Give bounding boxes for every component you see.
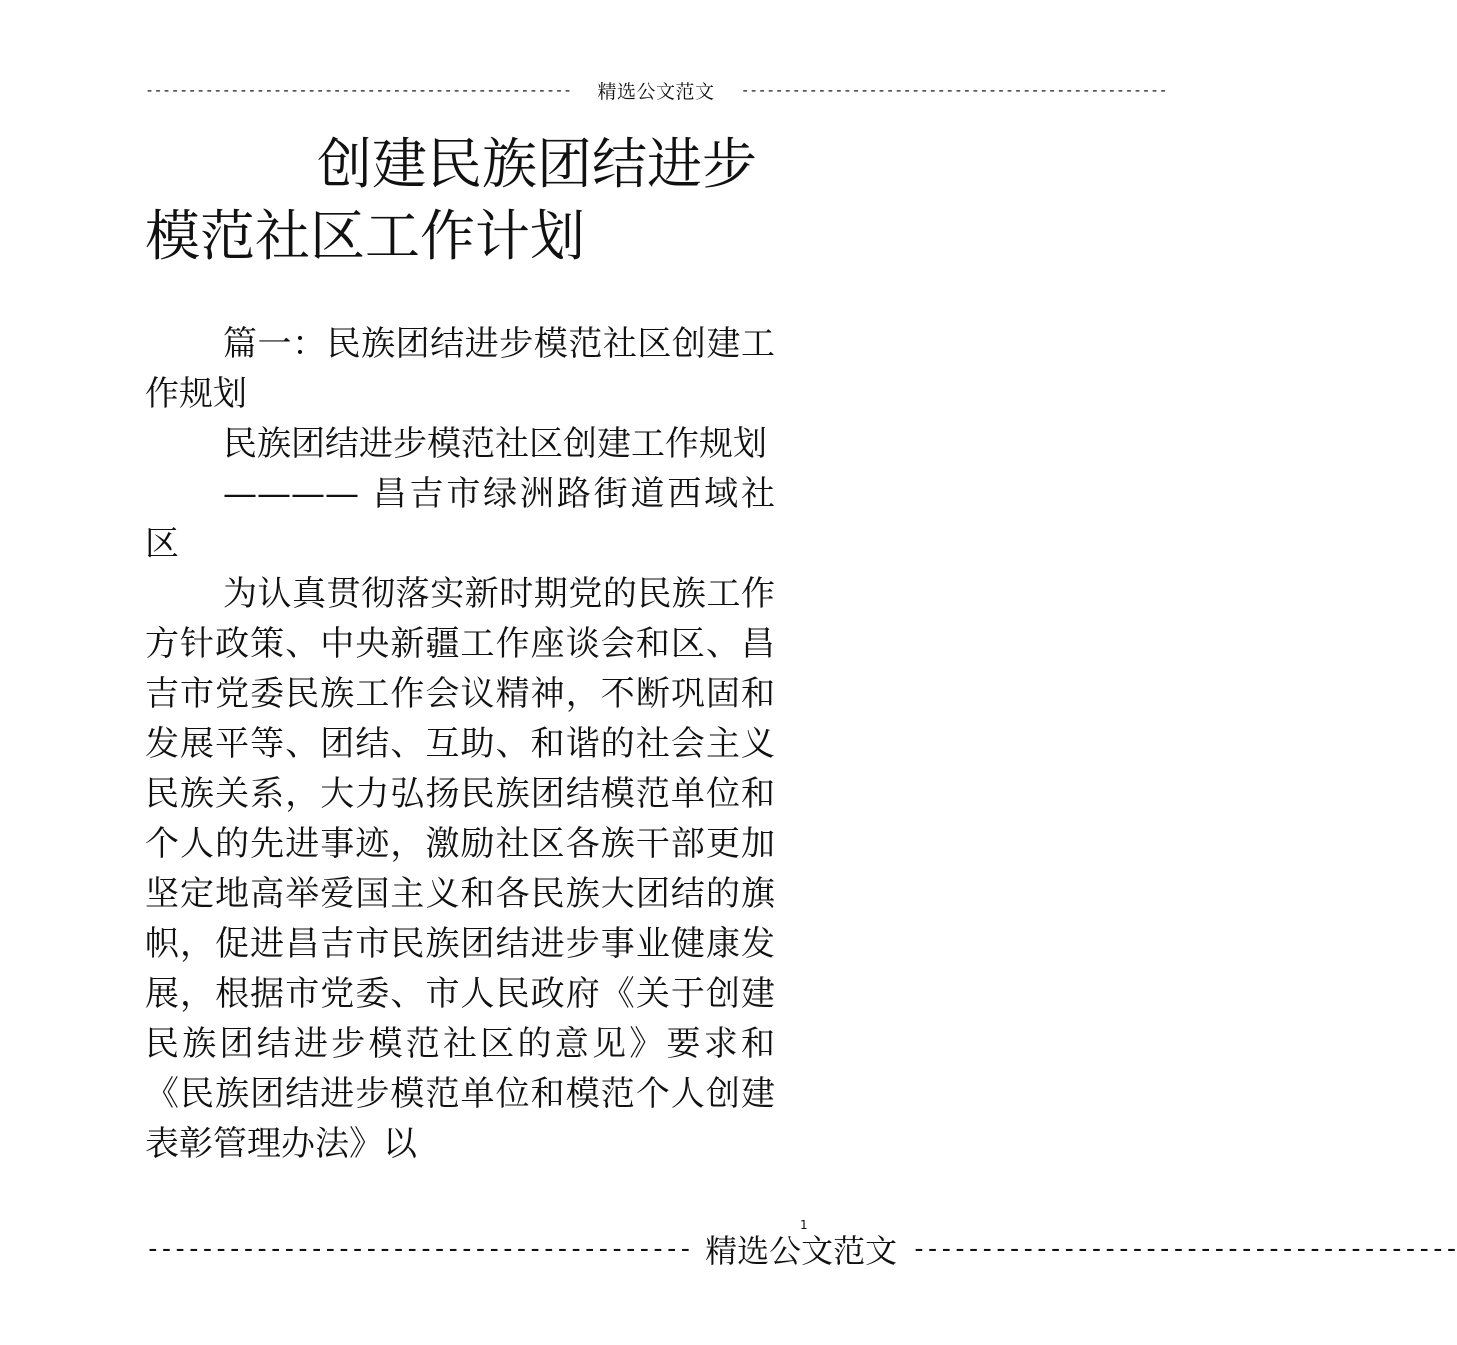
header-text: 精选公文范文 [597,80,715,103]
body-paragraph: 为认真贯彻落实新时期党的民族工作方针政策、中央新疆工作座谈会和区、昌吉市党委民族工作会议精神，不断巩固和发展平等、团结、互助、和谐的社会主义民族关系，大力弘扬民族团结模范单位和个人的先进事迹，激励社区各族干部更加坚定地高举爱国主义和各民族大团结的旗帜，促进昌吉市民族团结进步事业健康发展，根据市党委、市人民政府《关于创建民族团结进步模范社区的意见》要求和《民族团结进步模范单位和模范个人创建表彰管理办法》以 [145,574,775,1164]
section-heading: 篇一：民族团结进步模范社区创建工作规划 [145,324,775,414]
footer-text: 精选公文范文 [705,1232,898,1270]
page-footer [145,1226,1457,1272]
header-right-dashes: -------------------------------------------------- [740,81,1168,99]
title-line-2: 模范社区工作计划 [145,204,586,268]
document-title [145,128,775,272]
document-body [145,319,775,1169]
page-header [145,74,1168,106]
header-left-dashes: -------------------------------------------------- [145,81,572,99]
plan-title: 民族团结进步模范社区创建工作规划 [223,424,767,464]
page-number: 1 [800,1218,808,1232]
footer-right-dashes: ---------------------------------------- [911,1234,1457,1264]
title-line-1: 创建民族团结进步 [317,132,758,196]
author-line: ———— 昌吉市绿洲路街道西域社区 [145,474,775,564]
footer-left-dashes: ---------------------------------------- [145,1234,692,1264]
